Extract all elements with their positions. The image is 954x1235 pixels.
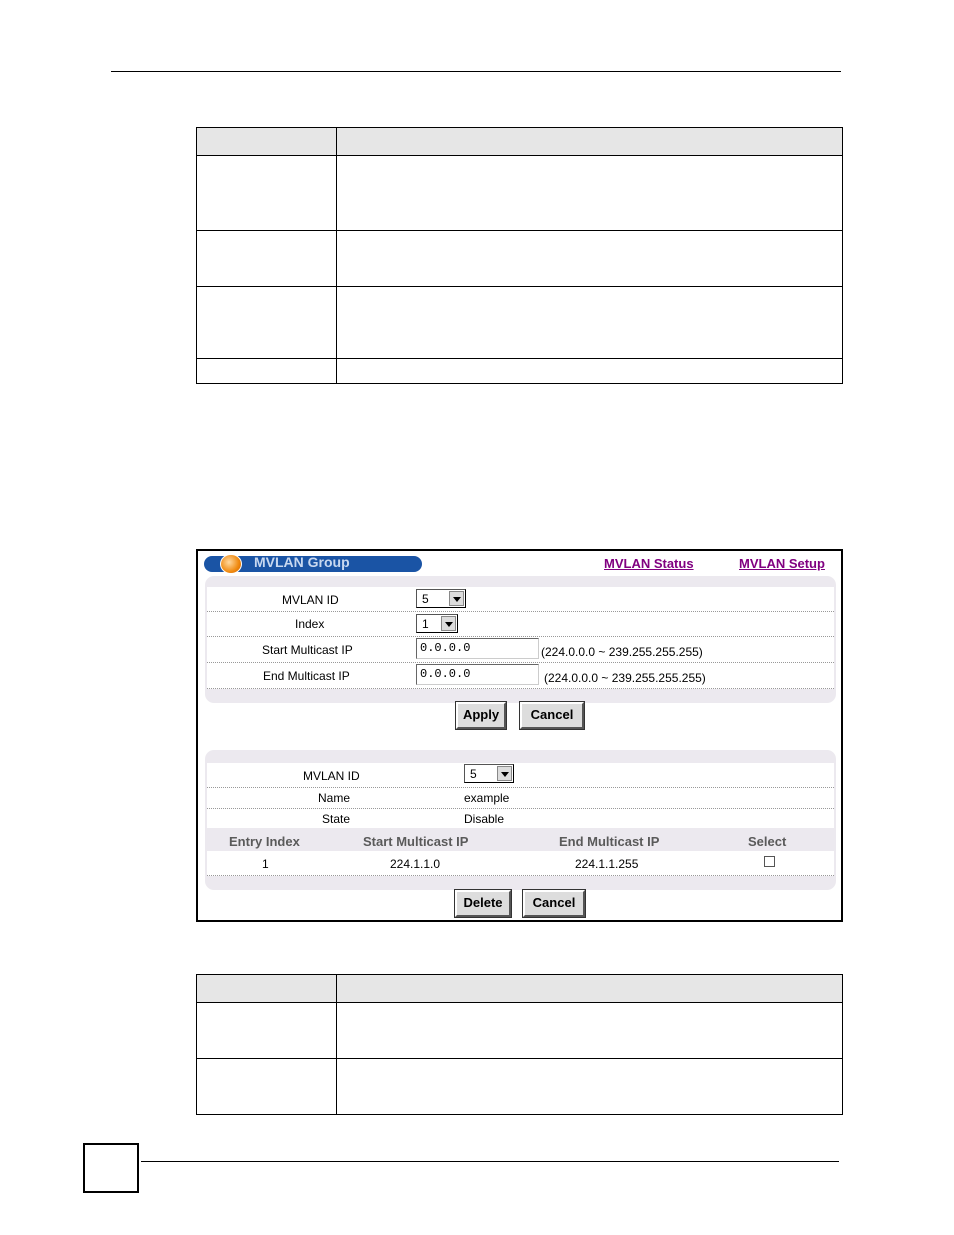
name-label: Name [318, 791, 351, 805]
end-ip-range: (224.0.0.0 ~ 239.255.255.255) [544, 671, 706, 685]
mvlan-setup-link[interactable]: MVLAN Setup [739, 556, 825, 571]
table-cell [337, 287, 843, 359]
end-ip-label: End Multicast IP [263, 669, 350, 683]
mvlan-status-link[interactable]: MVLAN Status [604, 556, 694, 571]
summary-mvlan-id-row [207, 763, 834, 788]
index-label: Index [295, 617, 325, 631]
summary-cancel-button[interactable]: Cancel [523, 890, 585, 917]
table-cell [337, 1003, 843, 1059]
end-ip-cell: 224.1.1.255 [575, 857, 639, 871]
summary-mvlan-id-value: 5 [470, 767, 477, 781]
index-value: 1 [422, 617, 429, 631]
summary-mvlan-id-select[interactable] [464, 764, 514, 783]
end-ip-row [207, 663, 834, 689]
name-value: example [464, 791, 510, 805]
chevron-down-icon [441, 616, 456, 631]
page-number-box [83, 1143, 139, 1193]
table-cell [337, 1059, 843, 1115]
table-cell [197, 231, 337, 287]
column-header-end-ip: End Multicast IP [559, 834, 660, 849]
start-ip-cell: 224.1.1.0 [390, 857, 441, 871]
start-ip-label: Start Multicast IP [262, 643, 353, 657]
apply-button[interactable]: Apply [456, 702, 506, 729]
start-ip-input[interactable]: 0.0.0.0 [416, 638, 539, 659]
table-row [207, 851, 834, 876]
table-cell [337, 231, 843, 287]
column-header-start-ip: Start Multicast IP [363, 834, 469, 849]
select-checkbox[interactable] [764, 856, 775, 867]
header-rule [111, 71, 841, 72]
table-cell [337, 359, 843, 384]
entry-index-cell: 1 [262, 857, 269, 871]
mvlan-id-select[interactable] [416, 589, 466, 608]
cancel-button[interactable]: Cancel [520, 702, 584, 729]
state-label: State [322, 812, 351, 826]
top-doc-table [196, 127, 843, 384]
mvlan-group-screen [196, 549, 843, 922]
footer-rule [141, 1161, 839, 1162]
page-title: MVLAN Group [254, 554, 350, 570]
table-cell [197, 156, 337, 231]
chevron-down-icon [449, 591, 464, 606]
mvlan-id-label: MVLAN ID [282, 593, 339, 607]
table-cell [197, 1003, 337, 1059]
table-cell [197, 359, 337, 384]
state-value: Disable [464, 812, 505, 826]
mvlan-id-value: 5 [422, 592, 429, 606]
table-cell [197, 287, 337, 359]
column-header-select: Select [748, 834, 787, 849]
mvlan-id-row [207, 587, 834, 612]
name-row [207, 788, 834, 809]
end-ip-input[interactable]: 0.0.0.0 [416, 664, 539, 685]
bulb-icon [220, 554, 242, 574]
bottom-doc-table [196, 974, 843, 1115]
table-header-cell [337, 128, 843, 156]
table-cell [197, 1059, 337, 1115]
table-header-cell [197, 128, 337, 156]
table-cell [337, 156, 843, 231]
table-header-cell [197, 975, 337, 1003]
delete-button[interactable]: Delete [455, 890, 511, 917]
state-row [207, 809, 834, 828]
chevron-down-icon [497, 766, 512, 781]
index-row [207, 612, 834, 637]
index-select[interactable] [416, 614, 458, 633]
table-header-cell [337, 975, 843, 1003]
column-header-entry-index: Entry Index [229, 834, 300, 849]
start-ip-range: (224.0.0.0 ~ 239.255.255.255) [541, 645, 703, 659]
summary-mvlan-id-label: MVLAN ID [303, 769, 360, 783]
start-ip-row [207, 637, 834, 663]
